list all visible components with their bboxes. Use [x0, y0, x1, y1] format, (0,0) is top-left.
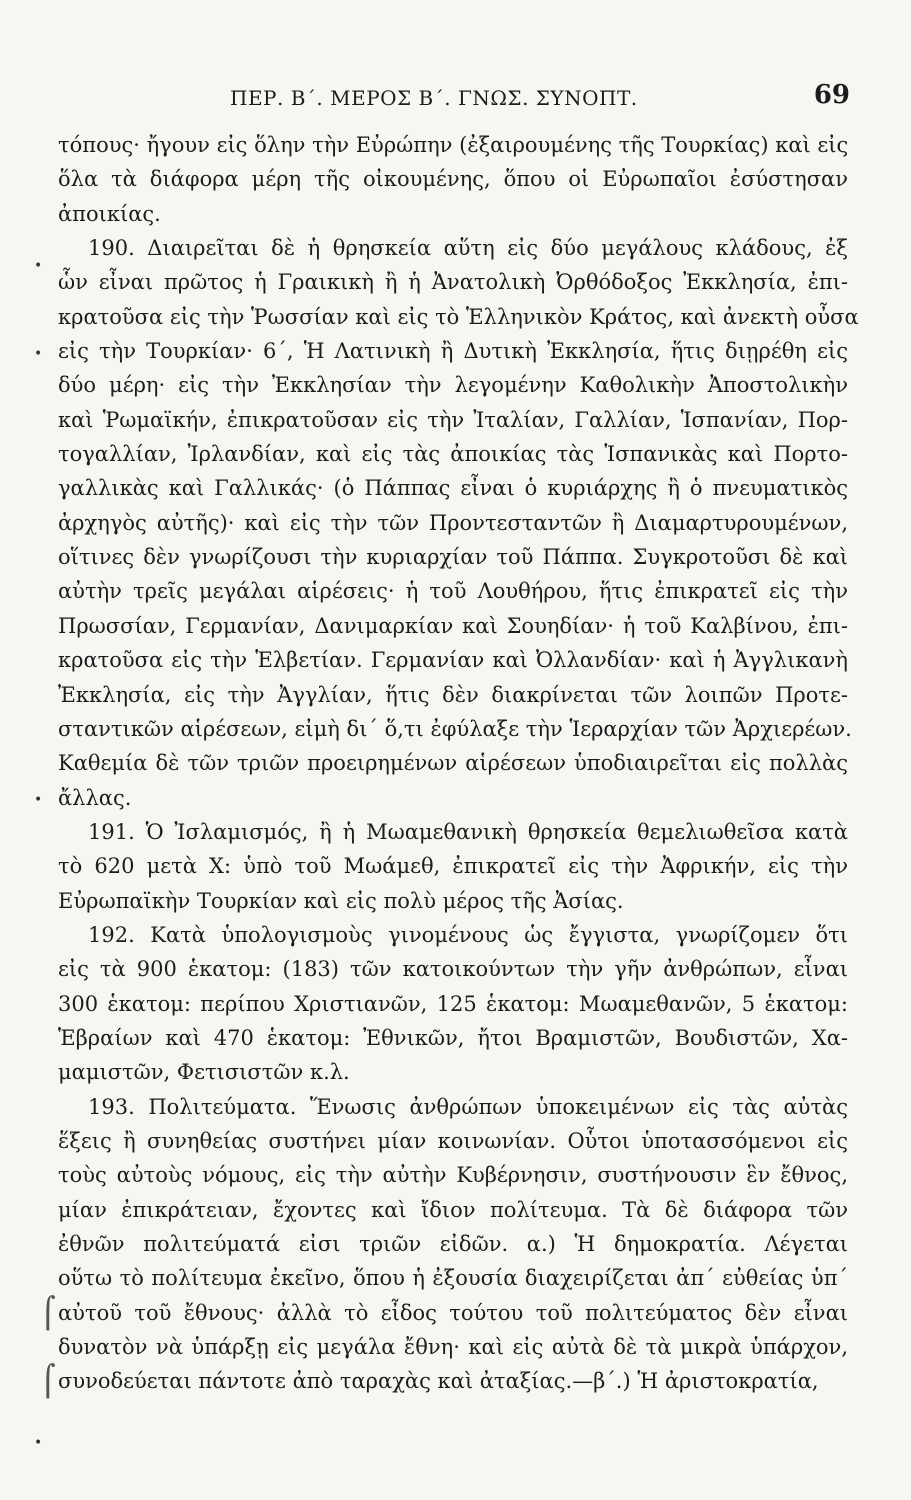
text-line: Εὐρωπαϊκὴν Τουρκίαν καὶ εἰς πολὺ μέρος τῆς Ἀσίας.: [58, 888, 624, 913]
body-text: [58, 128, 859, 1399]
text-line: σταντικῶν αἱρέσεων, εἰμὴ δι΄ ὅ,τι ἐφύλαξε τὴν Ἱεραρχίαν τῶν Ἀρχιερέων.: [58, 716, 852, 741]
text-line: 300 ἑκατομ: περίπου Χριστιανῶν, 125 ἑκατομ: Μωαμεθανῶν, 5 ἑκατομ:: [58, 991, 848, 1016]
text-line: ὧν εἶναι πρῶτος ἡ Γραικικὴ ἢ ἡ Ἀνατολικὴ Ὀρθόδοξος Ἐκκλησία, ἐπι-: [58, 270, 848, 295]
text-line: εἰς τὰ 900 ἑκατομ: (183) τῶν κατοικούντων τὴν γῆν ἀνθρώπων, εἶναι: [58, 957, 848, 982]
text-line: εἰς τὴν Τουρκίαν· 6΄, Ἡ Λατινικὴ ἢ Δυτικὴ Ἐκκλησία, ἥτις διῃρέθη εἰς: [58, 339, 848, 364]
text-line: ὅλα τὰ διάφορα μέρη τῆς οἰκουμένης, ὅπου οἱ Εὐρωπαῖοι ἐσύστησαν: [58, 167, 848, 192]
text-line: οὕτω τὸ πολίτευμα ἐκεῖνο, ὅπου ἡ ἐξουσία διαχειρίζεται ἀπ΄ εὐθείας ὑπ΄: [58, 1266, 848, 1291]
text-line: 192. Κατὰ ὑπολογισμοὺς γινομένους ὡς ἔγγιστα, γνωρίζομεν ὅτι: [88, 922, 848, 947]
text-line: συνοδεύεται πάντοτε ἀπὸ ταραχὰς καὶ ἀταξίας.—β΄.) Ἡ ἀριστοκρατία,: [58, 1369, 819, 1394]
text-line: ἐθνῶν πολιτεύματά εἰσι τριῶν εἰδῶν. α.) Ἡ δημοκρατία. Λέγεται: [58, 1232, 848, 1256]
margin-dot-mark: •: [34, 258, 43, 274]
page-number: 69: [813, 80, 850, 110]
margin-dot-mark: •: [34, 1435, 43, 1451]
text-line: 190. Διαιρεῖται δὲ ἡ θρησκεία αὕτη εἰς δύο μεγάλους κλάδους, ἐξ: [88, 236, 848, 261]
text-line: Ἐκκλησία, εἰς τὴν Ἀγγλίαν, ἥτις δὲν διακρίνεται τῶν λοιπῶν Προτε-: [58, 682, 848, 707]
running-title: ΠΕΡ. Β΄. ΜΕΡΟΣ Β΄. ΓΝΩΣ. ΣΥΝΟΠΤ.: [230, 86, 638, 110]
text-line: κρατοῦσα εἰς τὴν Ῥωσσίαν καὶ εἰς τὸ Ἑλληνικὸν Κράτος, καὶ ἀνεκτὴ οὖσα: [58, 304, 859, 329]
text-line: οἵτινες δὲν γνωρίζουσι τὴν κυριαρχίαν τοῦ Πάππα. Συγκροτοῦσι δὲ καὶ: [58, 545, 848, 570]
text-line: Καθεμία δὲ τῶν τριῶν προειρημένων αἱρέσεων ὑποδιαιρεῖται εἰς πολλὰς: [58, 751, 848, 776]
text-line: δυνατὸν νὰ ὑπάρξῃ εἰς μεγάλα ἔθνη· καὶ εἰς αὐτὰ δὲ τὰ μικρὰ ὑπάρχον,: [58, 1335, 848, 1360]
text-line: καὶ Ῥωμαϊκήν, ἐπικρατοῦσαν εἰς τὴν Ἰταλίαν, Γαλλίαν, Ἱσπανίαν, Πορ-: [58, 407, 848, 432]
text-line: δύο μέρη· εἰς τὴν Ἐκκλησίαν τὴν λεγομένην Καθολικὴν Ἀποστολικὴν: [58, 373, 848, 398]
text-line: 191. Ὁ Ἰσλαμισμός, ἢ ἡ Μωαμεθανικὴ θρησκεία θεμελιωθεῖσα κατὰ: [88, 819, 848, 844]
text-line: ἀρχηγὸς αὐτῆς)· καὶ εἰς τὴν τῶν Προντεσταντῶν ἢ Διαμαρτυρουμένων,: [58, 510, 848, 535]
text-line: αὐτοῦ τοῦ ἔθνους· ἀλλὰ τὸ εἶδος τούτου τοῦ πολιτεύματος δὲν εἶναι: [58, 1300, 848, 1325]
margin-bracket-mark: ⌠: [40, 1364, 56, 1399]
text-line: Πρωσσίαν, Γερμανίαν, Δανιμαρκίαν καὶ Σουηδίαν· ἡ τοῦ Καλβίνου, ἐπι-: [58, 613, 848, 638]
text-line: ἄλλας.: [58, 785, 132, 810]
text-line: 193. Πολιτεύματα. Ἕνωσις ἀνθρώπων ὑποκειμένων εἰς τὰς αὐτὰς: [88, 1094, 848, 1119]
margin-dot-mark: •: [34, 346, 43, 362]
text-line: τοὺς αὐτοὺς νόμους, εἰς τὴν αὐτὴν Κυβέρνησιν, συστήνουσιν ἓν ἔθνος,: [58, 1163, 848, 1188]
margin-dot-mark: •: [34, 792, 43, 808]
text-line: ἀποικίας.: [58, 201, 161, 226]
text-line: ἕξεις ἢ συνηθείας συστήνει μίαν κοινωνίαν. Οὗτοι ὑποτασσόμενοι εἰς: [58, 1128, 848, 1153]
text-line: τὸ 620 μετὰ Χ: ὑπὸ τοῦ Μωάμεθ, ἐπικρατεῖ εἰς τὴν Ἀφρικήν, εἰς τὴν: [58, 854, 848, 879]
text-line: αὐτὴν τρεῖς μεγάλαι αἱρέσεις· ἡ τοῦ Λουθήρου, ἥτις ἐπικρατεῖ εἰς τὴν: [58, 579, 848, 604]
text-line: τογαλλίαν, Ἰρλανδίαν, καὶ εἰς τὰς ἀποικίας τὰς Ἱσπανικὰς καὶ Πορτο-: [58, 442, 848, 467]
text-line: μίαν ἐπικράτειαν, ἔχοντες καὶ ἴδιον πολίτευμα. Τὰ δὲ διάφορα τῶν: [58, 1197, 848, 1222]
text-line: κρατοῦσα εἰς τὴν Ἑλβετίαν. Γερμανίαν καὶ Ὀλλανδίαν· καὶ ἡ Ἀγγλικανὴ: [58, 648, 848, 673]
margin-bracket-mark: ⌠: [40, 1296, 56, 1331]
text-line: γαλλικὰς καὶ Γαλλικάς· (ὁ Πάππας εἶναι ὁ κυριάρχης ἢ ὁ πνευματικὸς: [58, 476, 848, 501]
text-line: μαμιστῶν, Φετισιστῶν κ.λ.: [58, 1060, 350, 1085]
running-head: [60, 80, 850, 116]
text-line: τόπους· ἤγουν εἰς ὅλην τὴν Εὐρώπην (ἐξαιρουμένης τῆς Τουρκίας) καὶ εἰς: [58, 133, 849, 157]
text-line: Ἑβραίων καὶ 470 ἑκατομ: Ἐθνικῶν, ἤτοι Βραμιστῶν, Βουδιστῶν, Χα-: [58, 1025, 848, 1050]
